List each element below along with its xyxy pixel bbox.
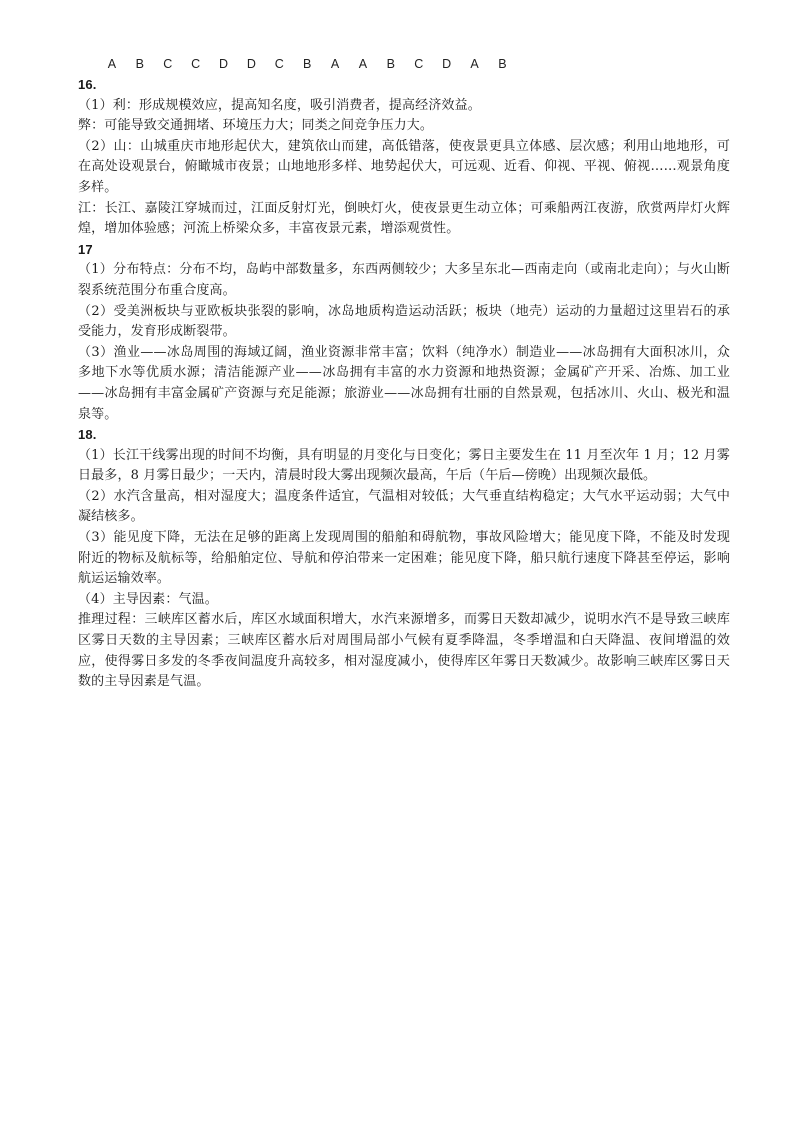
question-18 xyxy=(78,425,730,693)
answer-paragraph: （2）受美洲板块与亚欧板块张裂的影响，冰岛地质构造运动活跃；板块（地壳）运动的力量超过这里岩石的承受能力，发育形成断裂带。 xyxy=(78,303,730,340)
answer-paragraph: （1）长江干线雾出现的时间不均衡，具有明显的月变化与日变化；雾日主要发生在 11 月至次年 1 月；12 月雾日最多，8 月雾日最少；一天内，清晨时段大雾出现频次最高，午后（午后—傍晚）出现频次最低。 xyxy=(78,447,730,484)
question-16 xyxy=(78,75,730,240)
answer-key-item: D xyxy=(246,57,256,71)
answer-key-item: B xyxy=(135,57,144,71)
answer-key-item: D xyxy=(442,57,452,71)
answer-key-item: C xyxy=(414,57,424,71)
answer-key-item: A xyxy=(330,57,340,71)
answer-paragraph: （3）渔业——冰岛周围的海域辽阔，渔业资源非常丰富；饮料（纯净水）制造业——冰岛拥有大面积冰川，众多地下水等优质水源；清洁能源产业——冰岛拥有丰富的水力资源和地热资源；金属矿产开采、冶炼、加工业——冰岛拥有丰富金属矿产资源与充足能源；旅游业——冰岛拥有壮丽的自然景观，包括冰川、火山、极光和温泉等。 xyxy=(78,344,730,422)
answer-paragraph: （2）山：山城重庆市地形起伏大，建筑依山而建，高低错落，使夜景更具立体感、层次感；利用山地地形，可在高处设观景台，俯瞰城市夜景；山地地形多样、地势起伏大，可远观、近看、仰视、平视、俯视……观景角度多样。 xyxy=(78,138,730,195)
question-number: 16. xyxy=(78,77,97,92)
answer-key-item: A xyxy=(470,57,479,71)
answer-key-item: C xyxy=(191,57,201,71)
answer-paragraph: （3）能见度下降，无法在足够的距离上发现周围的船舶和碍航物，事故风险增大；能见度下降，不能及时发现附近的物标及航标等，给船舶定位、导航和停泊带来一定困难；能见度下降，船只航行速度下降甚至停运，影响航运运输效率。 xyxy=(78,530,730,587)
answer-key-item: C xyxy=(274,57,284,71)
answer-paragraph: （1）利：形成规模效应，提高知名度，吸引消费者，提高经济效益。 xyxy=(78,97,481,113)
answer-paragraph: 江：长江、嘉陵江穿城而过，江面反射灯光，倒映灯火，使夜景更生动立体；可乘船两江夜游，欣赏两岸灯火辉煌，增加体验感；河流上桥梁众多，丰富夜景元素，增添观赏性。 xyxy=(78,200,730,237)
answer-key-item: A xyxy=(107,57,117,71)
answer-key-item: B xyxy=(303,57,312,71)
question-number: 17 xyxy=(78,241,93,257)
answer-key-item: A xyxy=(358,57,368,71)
answer-paragraph: 推理过程：三峡库区蓄水后，库区水域面积增大，水汽来源增多，而雾日天数却减少，说明水汽不是导致三峡库区雾日天数的主导因素；三峡库区蓄水后对周围局部小气候有夏季降温，冬季增温和白天降温、夜间增温的效应，使得雾日多发的冬季夜间温度升高较多，相对湿度减小，使得库区年雾日天数减少。故影响三峡库区雾日天数的主导因素是气温。 xyxy=(78,612,730,690)
answer-body xyxy=(78,75,730,693)
answer-paragraph: 弊：可能导致交通拥堵、环境压力大；同类之间竞争压力大。 xyxy=(78,118,434,134)
answer-key-item: B xyxy=(498,57,507,71)
answer-paragraph: （4）主导因素：气温。 xyxy=(78,591,218,607)
answer-paragraph: （1）分布特点：分布不均，岛屿中部数量多，东西两侧较少；大多呈东北—西南走向（或南北走向）；与火山断裂系统范围分布重合度高。 xyxy=(78,262,730,298)
question-17 xyxy=(78,240,730,425)
answer-key-item: D xyxy=(218,57,229,71)
answer-paragraph: （2）水汽含量高，相对湿度大；温度条件适宜，气温相对较低；大气垂直结构稳定；大气水平运动弱；大气中凝结核多。 xyxy=(78,488,730,525)
question-number: 18. xyxy=(78,427,97,443)
answer-key-item: B xyxy=(386,57,396,71)
answer-key-item: C xyxy=(163,57,173,71)
answer-key-row xyxy=(98,57,516,71)
